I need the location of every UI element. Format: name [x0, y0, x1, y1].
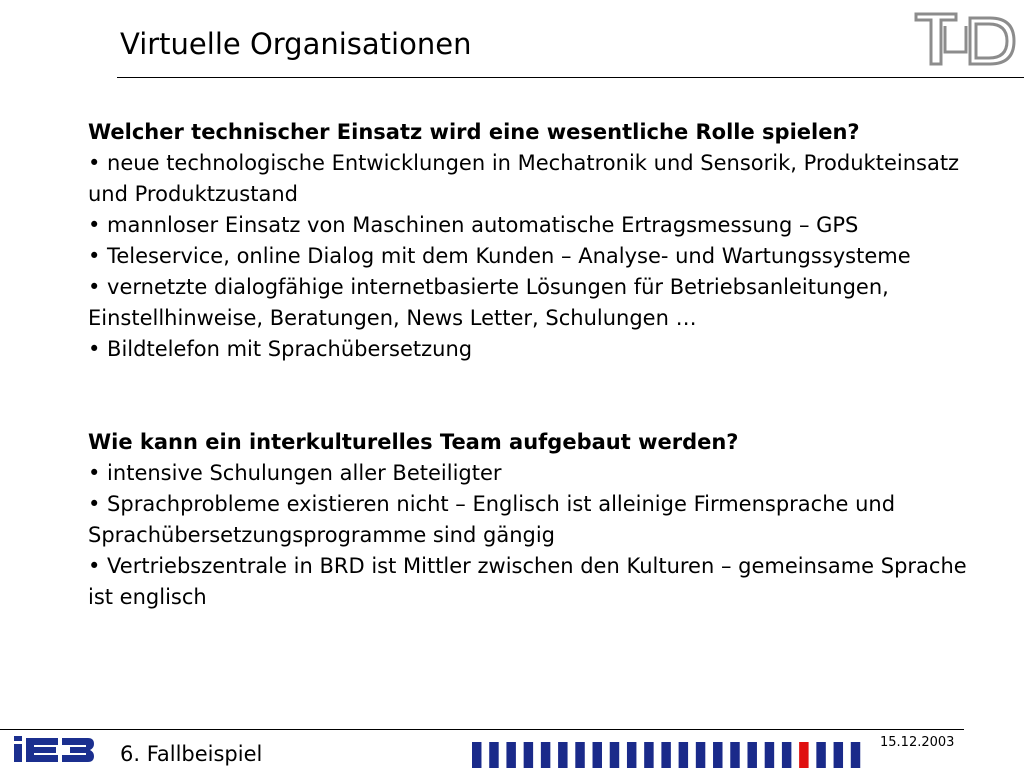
- section-1-bullet: • Teleservice, online Dialog mit dem Kunden – Analyse- und Wartungssysteme: [88, 244, 911, 268]
- slide-title: Virtuelle Organisationen: [120, 27, 472, 61]
- progress-segment: [834, 742, 843, 768]
- progress-segment: [679, 742, 688, 768]
- section-2-heading: Wie kann ein interkulturelles Team aufgebaut werden?: [88, 430, 739, 454]
- ieb-logo: [12, 734, 96, 764]
- header-divider: [117, 77, 1024, 78]
- progress-segment: [696, 742, 705, 768]
- progress-segment: [816, 742, 825, 768]
- progress-segment: [782, 742, 791, 768]
- progress-segment: [747, 742, 756, 768]
- progress-segment: [541, 742, 550, 768]
- slide-content: [88, 117, 968, 613]
- progress-segment: [730, 742, 739, 768]
- section-1-bullet: • vernetzte dialogfähige internetbasierte Lösungen für Betriebsanleitungen, Einstellhinweise, Beratungen, News Letter, Schulungen …: [88, 275, 889, 330]
- progress-segment: [558, 742, 567, 768]
- progress-segment: [661, 742, 670, 768]
- section-2-bullet: • intensive Schulungen aller Beteiligter: [88, 461, 502, 485]
- tud-logo: [914, 8, 1018, 68]
- progress-segment: [713, 742, 722, 768]
- footer-divider: [0, 729, 964, 730]
- progress-segment: [472, 742, 481, 768]
- section-2-bullet: • Vertriebszentrale in BRD ist Mittler zwischen den Kulturen – gemeinsame Sprache ist englisch: [88, 554, 967, 609]
- progress-segment: [851, 742, 860, 768]
- slide-progress-bar: [472, 742, 868, 768]
- progress-segment: [644, 742, 653, 768]
- section-1-heading: Welcher technischer Einsatz wird eine wesentliche Rolle spielen?: [88, 120, 860, 144]
- section-1-bullet: • Bildtelefon mit Sprachübersetzung: [88, 337, 473, 361]
- progress-segment: [610, 742, 619, 768]
- section-2-bullet: • Sprachprobleme existieren nicht – Englisch ist alleinige Firmensprache und Sprachübersetzungsprogramme sind gängig: [88, 492, 896, 547]
- progress-segment-current: [799, 742, 808, 768]
- footer-section-label: 6. Fallbeispiel: [120, 742, 263, 766]
- progress-segment: [765, 742, 774, 768]
- progress-segment: [575, 742, 584, 768]
- footer-date: 15.12.2003: [880, 735, 955, 750]
- section-1-bullet: • mannloser Einsatz von Maschinen automatische Ertragsmessung – GPS: [88, 213, 859, 237]
- section-1-bullet: • neue technologische Entwicklungen in Mechatronik und Sensorik, Produkteinsatz und Produktzustand: [88, 151, 960, 206]
- progress-segment: [524, 742, 533, 768]
- section-spacer: [88, 365, 968, 427]
- progress-segment: [506, 742, 515, 768]
- progress-segment: [627, 742, 636, 768]
- progress-segment: [489, 742, 498, 768]
- progress-segment: [593, 742, 602, 768]
